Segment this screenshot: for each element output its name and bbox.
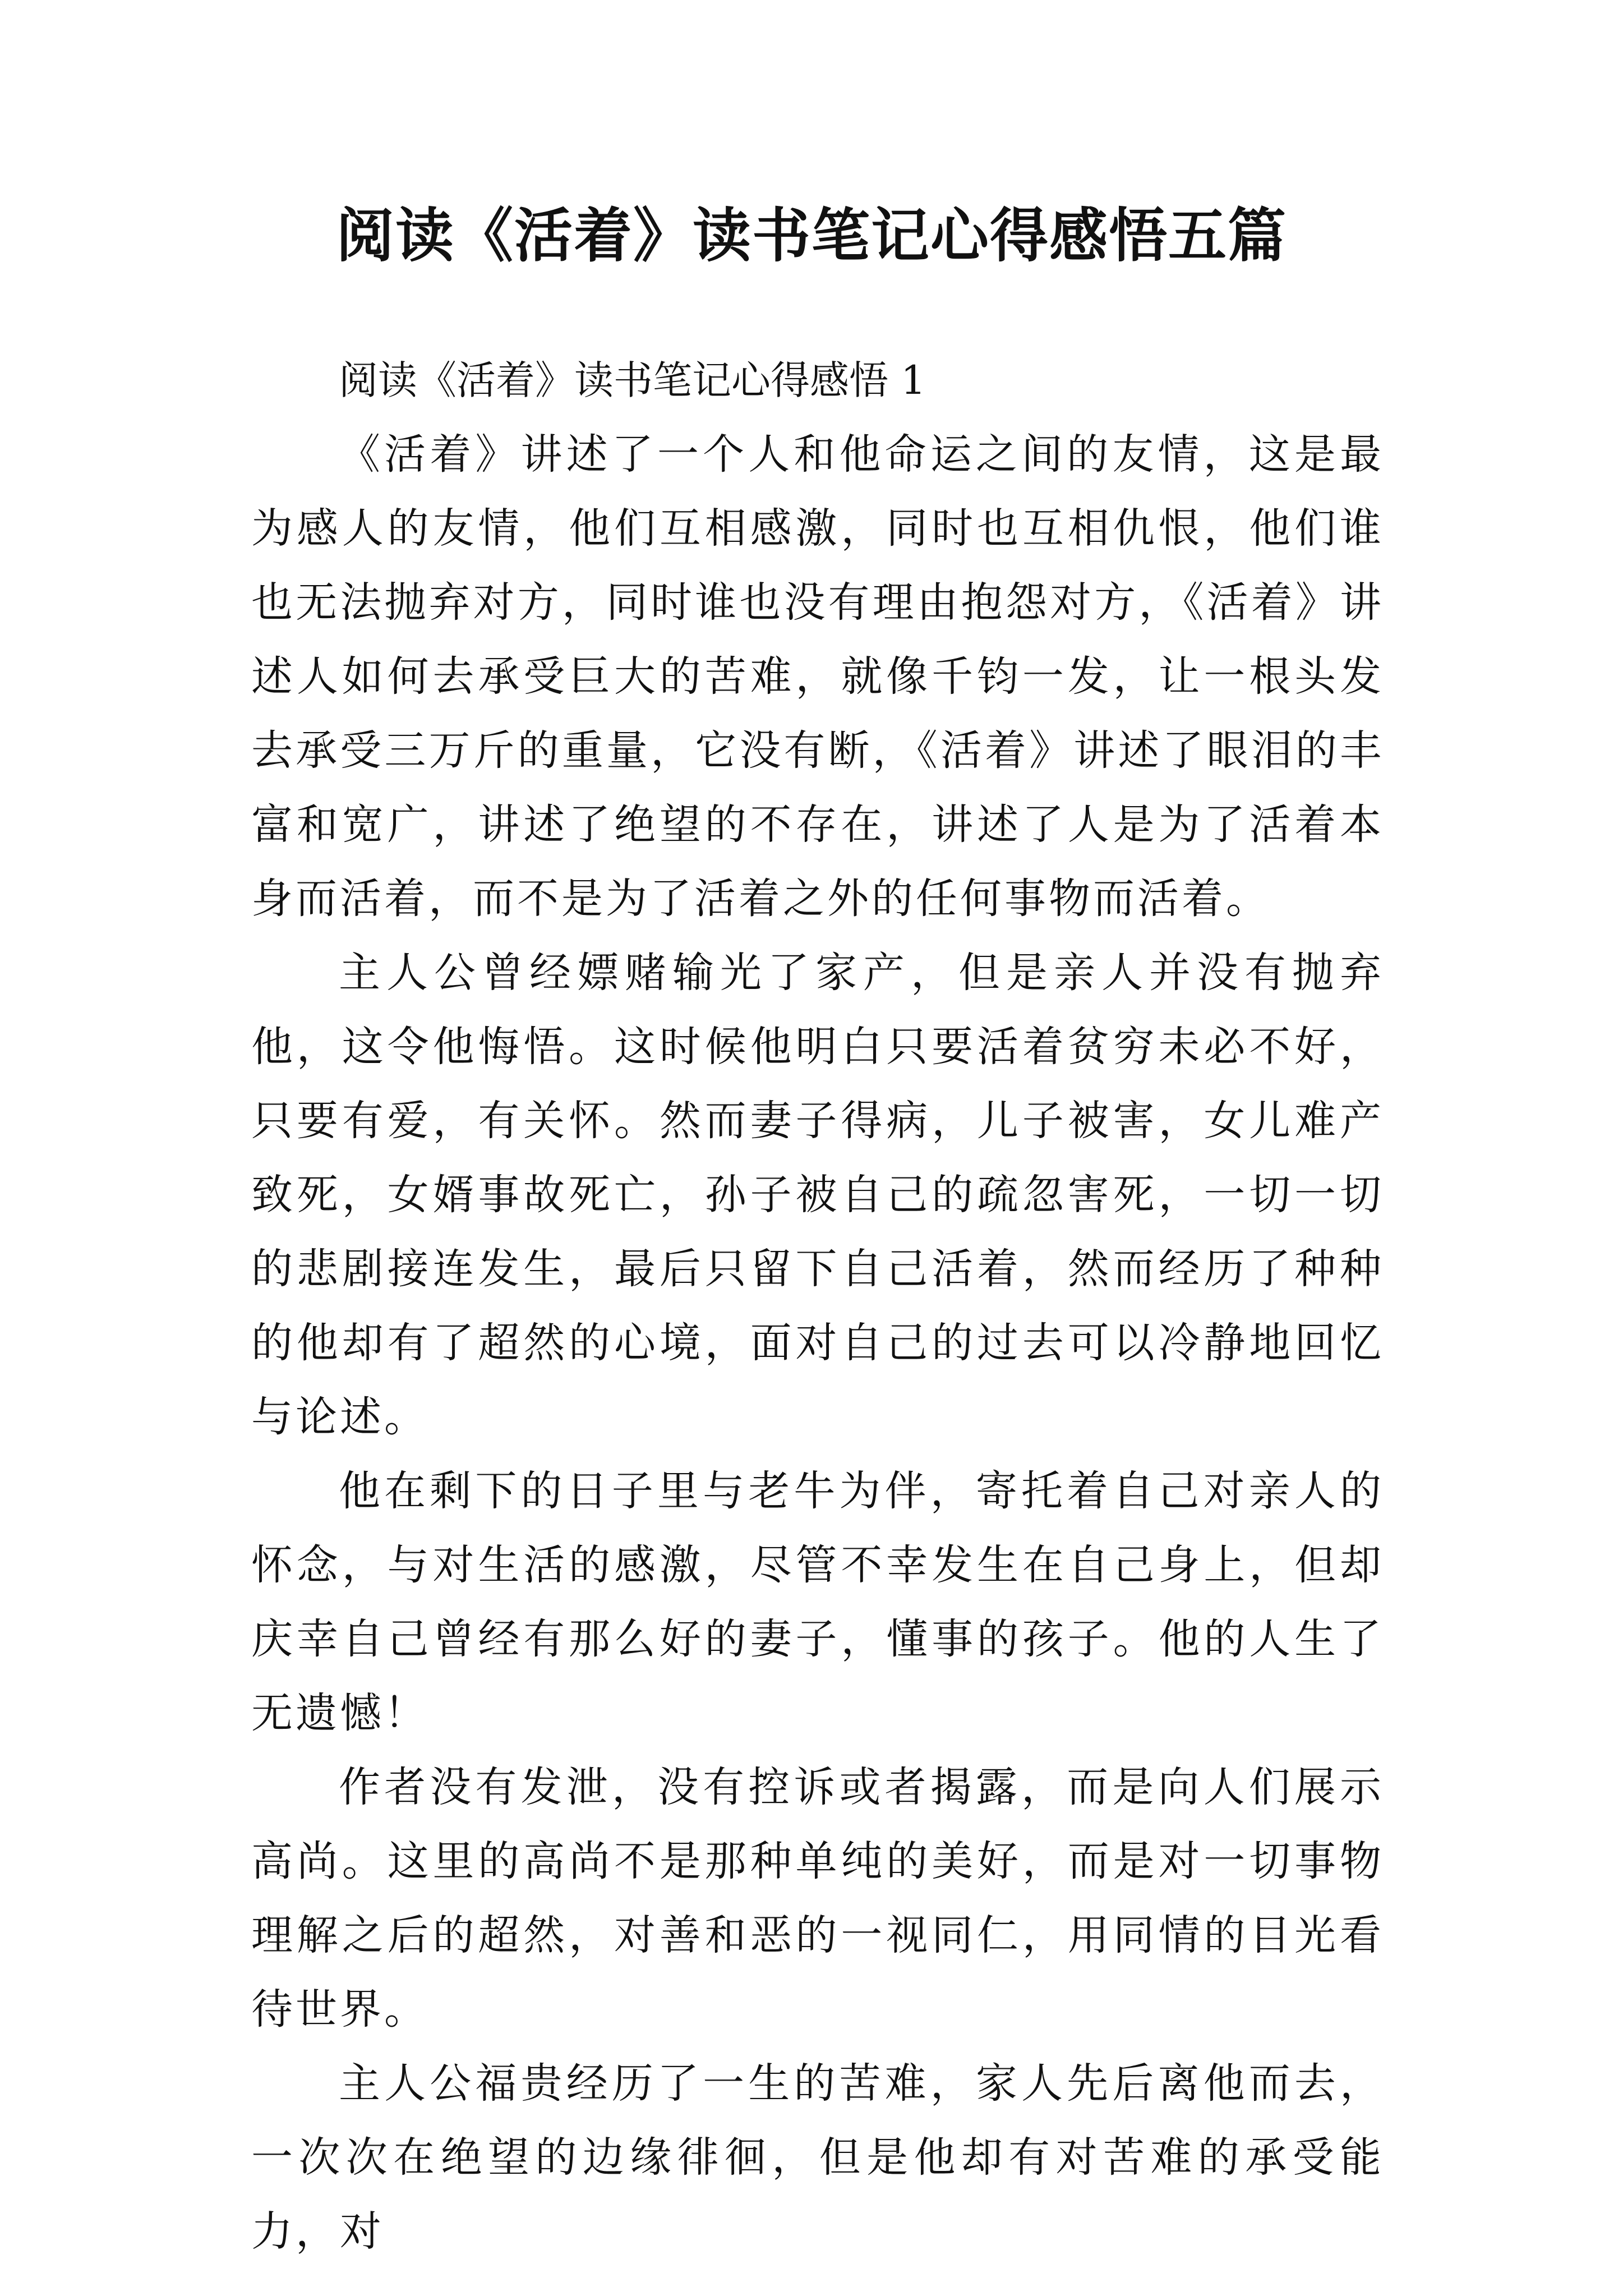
document-title: 阅读《活着》读书笔记心得感悟五篇 [335, 201, 1287, 270]
paragraph: 他在剩下的日子里与老牛为伴，寄托着自己对亲人的怀念，与对生活的感激，尽管不幸发生在自己身上，但却庆幸自己曾经有那么好的妻子，懂事的孩子。他的人生了无遗憾！ [251, 1467, 1384, 1737]
paragraph: 《活着》讲述了一个人和他命运之间的友情，这是最为感人的友情，他们互相感激，同时也互相仇恨，他们谁也无法抛弃对方，同时谁也没有理由抱怨对方，《活着》讲述人如何去承受巨大的苦难，就像千钧一发，让一根头发去承受三万斤的重量，它没有断，《活着》讲述了眼泪的丰富和宽广，讲述了绝望的不存在，讲述了人是为了活着本身而活着，而不是为了活着之外的任何事物而活着。 [251, 430, 1384, 923]
document-body [251, 343, 1384, 2269]
paragraph: 主人公福贵经历了一生的苦难，家人先后离他而去，一次次在绝望的边缘徘徊，但是他却有对苦难的承受能力，对 [251, 2059, 1384, 2256]
section-heading: 阅读《活着》读书笔记心得感悟 1 [339, 357, 926, 403]
paragraph: 主人公曾经嫖赌输光了家产，但是亲人并没有抛弃他，这令他悔悟。这时候他明白只要活着贫穷未必不好，只要有爱，有关怀。然而妻子得病，儿子被害，女儿难产致死，女婿事故死亡，孙子被自己的疏忽害死，一切一切的悲剧接连发生，最后只留下自己活着，然而经历了种种的他却有了超然的心境，面对自己的过去可以冷静地回忆与论述。 [251, 949, 1384, 1441]
paragraph: 作者没有发泄，没有控诉或者揭露，而是向人们展示高尚。这里的高尚不是那种单纯的美好，而是对一切事物理解之后的超然，对善和恶的一视同仁，用同情的目光看待世界。 [251, 1763, 1384, 2033]
